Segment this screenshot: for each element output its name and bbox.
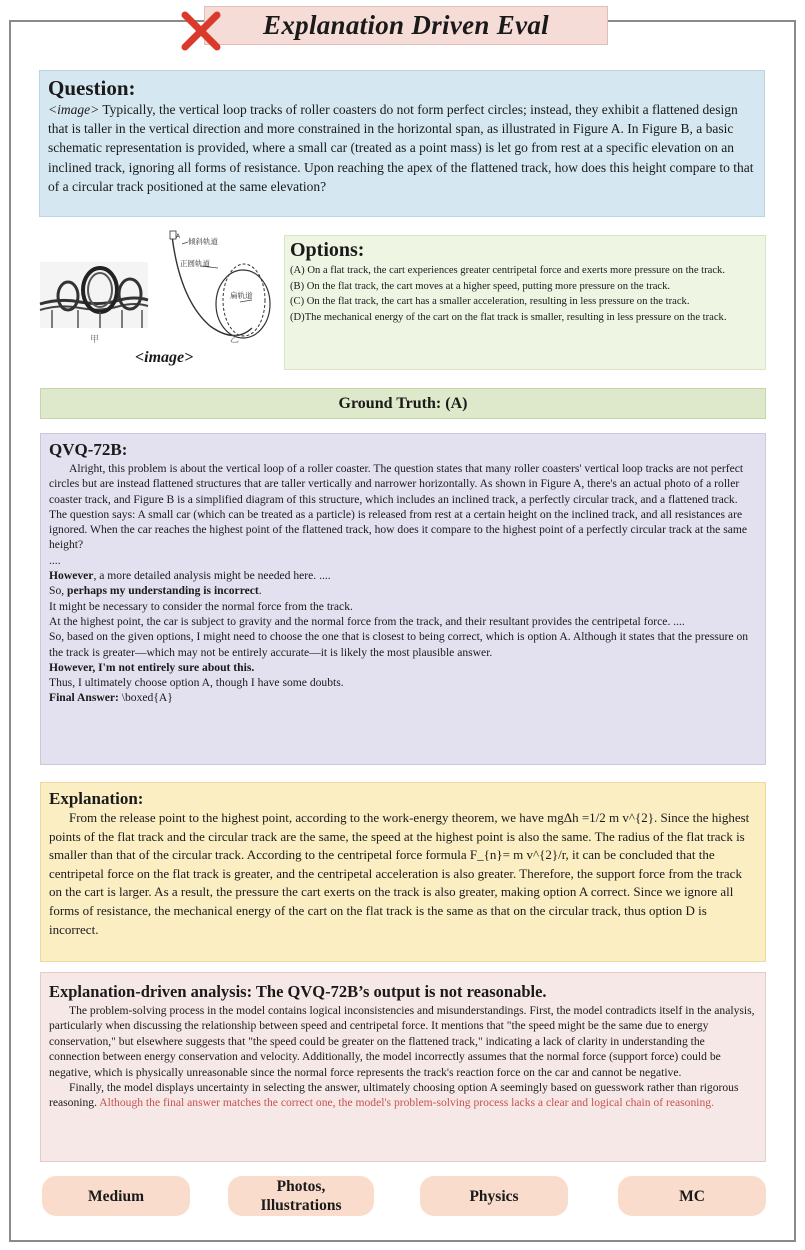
analysis-paragraph-2 [49,1080,757,1111]
format-label: MC [679,1187,705,1205]
explanation-heading: Explanation: [49,789,144,808]
question-heading: Question: [48,76,136,100]
red-x-icon [178,8,224,54]
model-paragraph-4 [49,568,757,583]
page-title: Explanation Driven Eval [263,10,549,40]
analysis-highlight: Although the final answer matches the correct one, the model's problem-solving process lacks a clear and logical chain of reasoning. [99,1096,714,1110]
question-text [48,100,756,196]
option-b: (B) On the flat track, the cart moves at a higher speed, putting more pressure on the track. [290,280,671,292]
figure-drawing [30,230,280,350]
option-c: (C) On the flat track, the cart has a smaller acceleration, resulting in less pressure on the track. [290,296,690,308]
model-output-panel [40,433,766,765]
difficulty-tag [42,1176,190,1216]
final-answer [49,690,757,705]
question-body: Typically, the vertical loop tracks of roller coasters do not form perfect circles; instead, they exhibit a flattened design that is taller in the vertical direction and more constrained in the horizontal span, as illustrated in Figure A. In Figure B, a basic schematic representation is provided, where a small car (treated as a point mass) is let go from rest at a specific elevation on an inclined track, ignoring all forms of resistance. Upon reaching the apex of the flattened track, how does this height compare to that of a circular track positioned at the same elevation? [48,102,754,194]
figure-a-label: 甲 [90,335,100,345]
analysis-panel [40,972,766,1162]
image-type-line-2: Illustrations [260,1197,342,1214]
doubt-bold: perhaps my understanding is incorrect [67,584,259,598]
option-a: (A) On a flat track, the cart experiences greater centripetal force and exerts more pressure on the track. [290,265,726,276]
model-paragraph-1: Alright, this problem is about the vertical loop of a roller coaster. The question states that many roller coasters' vertical loop tracks are not perfect circles but are instead flattened structures that are taller vertically and narrower horizontally. As shown in Figure A, there's an actual photo of a roller coaster track, and Figure B is a simplified diagram of this structure, which includes an inclined track, a perfectly circular track, and a flattened track. [49,462,744,506]
format-tag [618,1176,766,1216]
explanation-text: From the release point to the highest point, according to the work-energy theorem, we have mgΔh =1/2 m v^{2}. Since the highest points of the flat track and the circular track are the same, the speed at the highest point is also the same. The radius of the flat track is smaller than that of the circular track. According to the centripetal force formula F_{n}= m v^{2}/r, it can be concluded that the centripetal force on the flat track is greater, and the centripetal acceleration is also greater. Therefore, the support force from the track on the cart is larger. As a result, the pressure the cart exerts on the track is also greater, making option A correct. Since we ignore all forms of resistance, the mechanical energy of the cart on the flat track is the same as that on the circular track, thus option D is incorrect. [49,810,750,937]
question-panel [39,70,765,217]
model-paragraph-5-post: . [258,584,262,598]
however-bold: However [49,569,94,583]
subject-label: Physics [469,1187,519,1205]
model-paragraph-7: At the highest point, the car is subject to gravity and the normal force from the track, and their resultant provides the centripetal force. .... [49,614,685,628]
model-paragraph-5 [49,583,757,598]
figure-b-label: 乙 [230,335,240,345]
options-panel [284,235,766,370]
model-paragraph-8: So, based on the given options, I might need to choose the one that is closest to being correct, which is option A. Although it states that the pressure on the track is greater—which may not be entirely accurate—it is likely the most plausible answer. [49,630,749,659]
model-paragraph-10: Thus, I ultimately choose option A, though I have some doubts. [49,676,344,690]
model-paragraph-4-rest: , a more detailed analysis might be needed here. .... [93,569,331,583]
option-d: (D)The mechanical energy of the cart on the flat track is smaller, resulting in less pressure on the track. [290,311,727,323]
incline-track-label: 倾斜轨道 [188,237,218,246]
image-token: <image> [48,102,100,117]
analysis-paragraph-2-text: Finally, the model displays uncertainty in selecting the answer, ultimately choosing option A seemingly based on guesswork rather than rigorous reasoning. [49,1081,739,1110]
model-ellipsis: .... [49,553,61,567]
final-answer-label: Final Answer: [49,691,119,705]
ground-truth-text: Ground Truth: (A) [338,394,468,412]
analysis-heading: Explanation-driven analysis: The QVQ-72B’s output is not reasonable. [49,982,547,1001]
point-label: A [176,233,181,240]
final-answer-value: \boxed{A} [118,691,173,705]
flat-track-label: 扁轨道 [230,291,253,300]
analysis-paragraph-1: The problem-solving process in the model contains logical inconsistencies and misunderstandings. First, the model contradicts itself in the analysis, particularly when discussing the relationship between speed and centripetal force. It mentions that "the speed might be the same due to energy conservation," but elsewhere suggests that "the speed could be greater on the flattened track," indicating a lack of clarity in understanding the connection between energy conservation and velocity. Additionally, the model incorrectly assumes that the normal force (support force) could be negative, which is physically unreasonable since the normal force represents the track's reaction force on the car and cannot be negative. [49,1004,755,1079]
options-list [290,263,760,325]
image-type-line-1: Photos, [276,1178,326,1195]
model-heading: QVQ-72B: [49,440,128,459]
roller-coaster-photo [40,262,148,328]
model-paragraph-5-pre: So, [49,584,68,598]
header-banner [204,6,608,45]
subject-tag [420,1176,568,1216]
model-paragraph-2: The question says: A small car (which can be treated as a particle) is released from rest at a certain height on the inclined track, and all resistances are ignored. When the car reaches the highest point of the flattened track, how does it compare to the highest point of a perfectly circular track at the same height? [49,507,748,552]
track-schematic [170,231,270,338]
unsure-bold: However, I'm not entirely sure about this. [49,660,255,674]
circular-track-label: 正圆轨道 [180,259,210,268]
explanation-panel [40,782,766,962]
options-heading: Options: [290,239,365,261]
difficulty-label: Medium [88,1187,144,1205]
model-paragraph-6: It might be necessary to consider the normal force from the track. [49,599,353,613]
model-paragraph-9 [49,660,757,675]
ground-truth-bar [40,388,766,419]
image-caption: <image> [135,349,194,366]
image-type-tag [228,1176,374,1216]
